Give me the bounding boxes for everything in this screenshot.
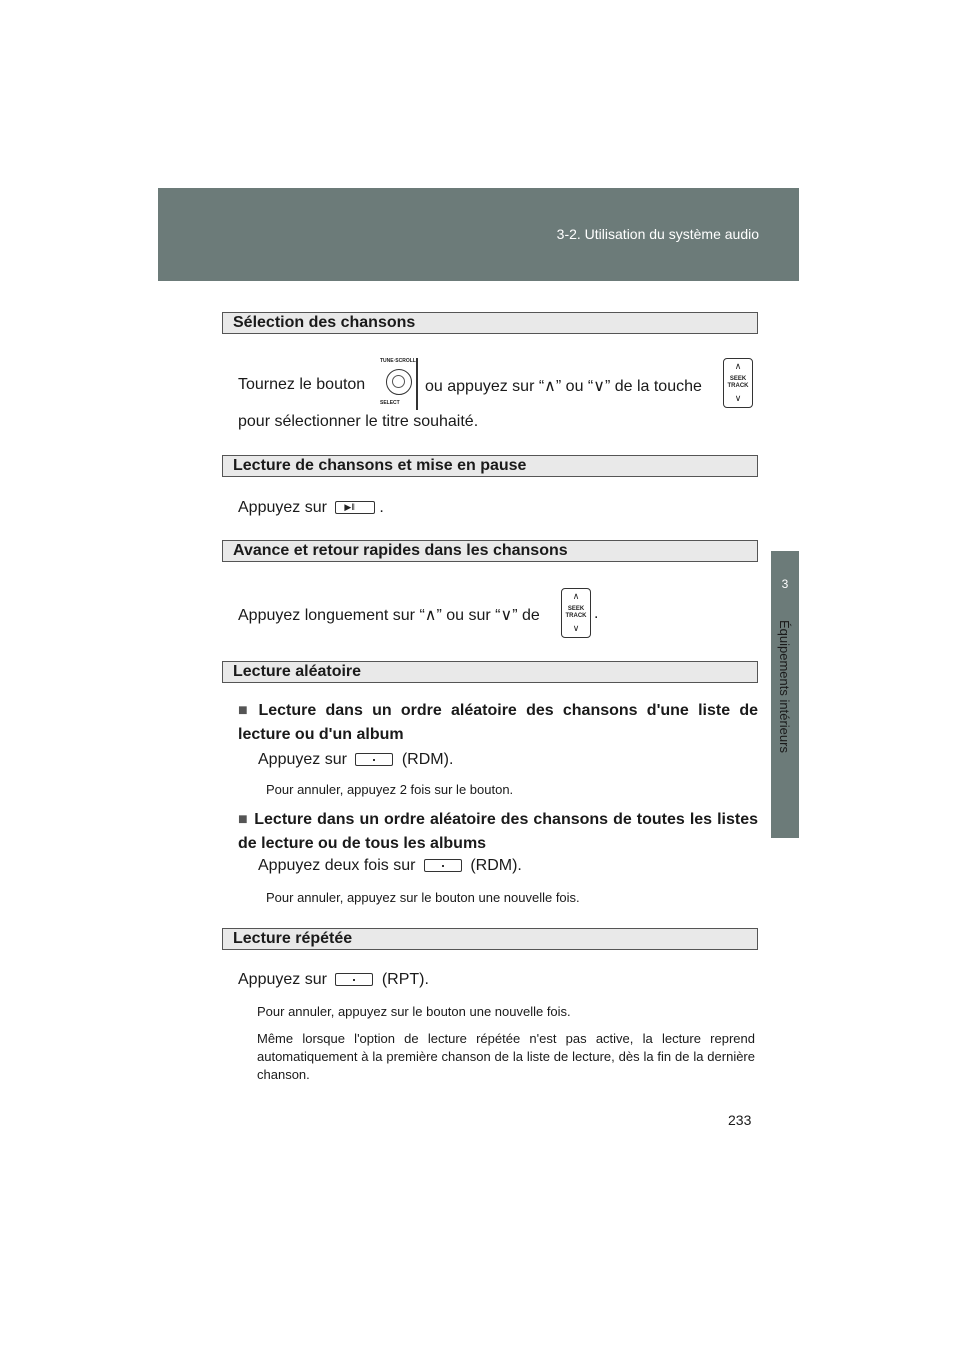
play-pause-glyph-icon: ▶‖ bbox=[344, 502, 356, 513]
dot-icon bbox=[353, 979, 355, 981]
section-title: Sélection des chansons bbox=[233, 314, 416, 331]
playpause-text-a: Appuyez sur bbox=[238, 499, 327, 516]
section-selection-header bbox=[222, 312, 758, 334]
seek-up-arrow-icon: ∧ bbox=[572, 591, 580, 601]
selection-text-line2: pour sélectionner le titre souhaité. bbox=[238, 413, 479, 430]
tune-knob-icon bbox=[376, 356, 420, 412]
seek-down-arrow-icon: ∨ bbox=[572, 623, 580, 633]
random-item2-title: Lecture dans un ordre aléatoire des chansons de toutes les listes de lecture ou de tous les albums bbox=[238, 811, 758, 852]
seek-label: SEEK bbox=[567, 606, 585, 612]
random-item2-note: Pour annuler, appuyez sur le bouton une nouvelle fois. bbox=[266, 890, 580, 905]
track-label: TRACK bbox=[565, 613, 587, 619]
breadcrumb: 3-2. Utilisation du système audio bbox=[556, 226, 759, 242]
page-number: 233 bbox=[728, 1112, 752, 1128]
section-title: Lecture de chansons et mise en pause bbox=[233, 457, 527, 474]
random-item1-note: Pour annuler, appuyez 2 fois sur le bouton. bbox=[266, 782, 514, 797]
repeat-text-a: Appuyez sur bbox=[238, 971, 327, 988]
section-title: Lecture répétée bbox=[233, 930, 353, 947]
repeat-note1: Pour annuler, appuyez sur le bouton une nouvelle fois. bbox=[257, 1004, 571, 1019]
section-title: Lecture aléatoire bbox=[233, 663, 362, 680]
random-item1-heading bbox=[238, 699, 758, 747]
seek-up-arrow-icon: ∧ bbox=[734, 361, 742, 371]
playpause-text-b: . bbox=[379, 499, 384, 516]
random-item1-text-b: (RDM). bbox=[401, 751, 454, 768]
chapter-label: Équipements intérieurs bbox=[777, 620, 792, 753]
repeat-text bbox=[238, 971, 429, 989]
seek-track-key-icon bbox=[561, 588, 591, 638]
chapter-number: 3 bbox=[781, 577, 789, 591]
repeat-text-b: (RPT). bbox=[381, 971, 429, 988]
playpause-text bbox=[238, 499, 384, 517]
square-bullet-icon: ■ bbox=[238, 702, 253, 719]
rpt-button-icon bbox=[335, 973, 373, 986]
seek-track-key-icon bbox=[723, 358, 753, 408]
section-fast-header bbox=[222, 540, 758, 562]
seek-label: SEEK bbox=[729, 376, 747, 382]
section-random-header bbox=[222, 661, 758, 683]
random-item1-title: Lecture dans un ordre aléatoire des chansons d'une liste de lecture ou d'un album bbox=[238, 702, 759, 743]
random-item2-text bbox=[258, 857, 522, 875]
fast-text-b: . bbox=[594, 605, 599, 622]
knob-label-bottom: SELECT bbox=[380, 400, 400, 406]
seek-down-arrow-icon: ∨ bbox=[734, 393, 742, 403]
random-item2-text-a: Appuyez deux fois sur bbox=[258, 857, 416, 874]
random-item2-text-b: (RDM). bbox=[470, 857, 522, 874]
header-band bbox=[158, 188, 799, 281]
rdm-button-icon bbox=[424, 859, 462, 872]
knob-label-top: TUNE·SCROLL bbox=[380, 358, 416, 364]
rdm-button-icon bbox=[355, 753, 393, 766]
knob-stem bbox=[416, 358, 418, 410]
random-item1-text-a: Appuyez sur bbox=[258, 751, 347, 768]
repeat-note2: Même lorsque l'option de lecture répétée n'est pas active, la lecture reprend automatiquement à la première chanson de la liste de lecture, dès la fin de la dernière chanson. bbox=[257, 1031, 755, 1082]
random-item1-text bbox=[258, 751, 453, 769]
knob-outer bbox=[386, 369, 412, 395]
knob-inner bbox=[392, 375, 405, 388]
play-pause-button-icon bbox=[335, 501, 375, 514]
section-playpause-header bbox=[222, 455, 758, 477]
random-item2-heading bbox=[238, 808, 758, 856]
section-repeat-header bbox=[222, 928, 758, 950]
dot-icon bbox=[442, 865, 444, 867]
dot-icon bbox=[373, 759, 375, 761]
track-label: TRACK bbox=[727, 383, 749, 389]
selection-text-a: Tournez le bouton bbox=[238, 376, 366, 393]
selection-text-b: ou appuyez sur “∧” ou “∨” de la touche bbox=[425, 378, 702, 395]
section-title: Avance et retour rapides dans les chansons bbox=[233, 542, 568, 559]
square-bullet-icon: ■ bbox=[238, 811, 249, 828]
fast-text-a: Appuyez longuement sur “∧” ou sur “∨” de bbox=[238, 607, 540, 624]
